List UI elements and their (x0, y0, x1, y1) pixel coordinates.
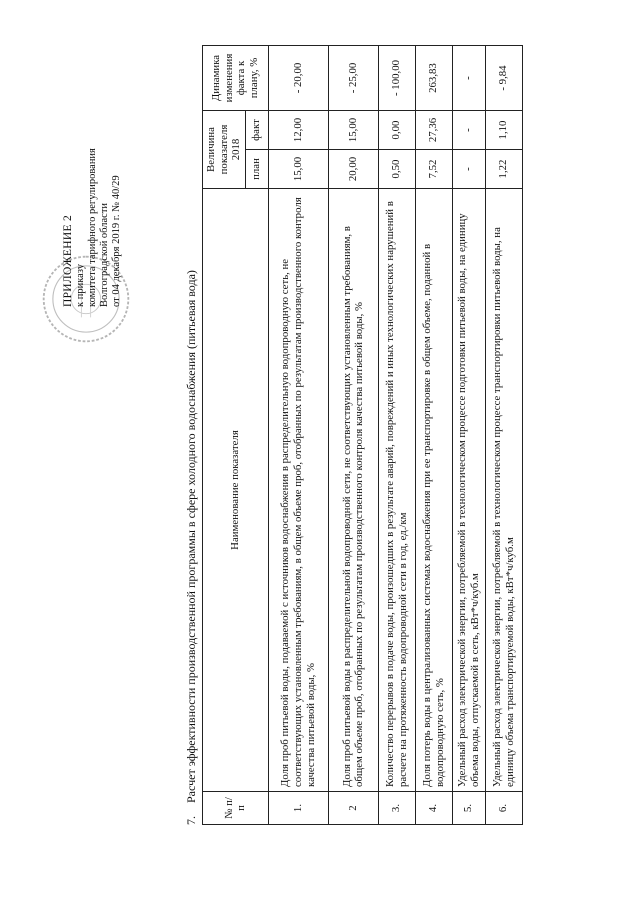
appendix-line: к приказу (75, 264, 86, 307)
row-name: Доля проб питьевой воды в распределительной водопроводной сети, не соответствующих установленным требованиям, в общем объеме проб, отобранных по результатам производственного контроля качества питьевой воды, % (328, 189, 378, 792)
row-plan: 0,50 (378, 150, 415, 189)
section-heading (184, 270, 199, 825)
header-fact: факт (245, 111, 268, 150)
table-row (378, 46, 415, 825)
row-number: 5. (452, 792, 485, 825)
header-name: Наименование показателя (203, 189, 269, 792)
row-number: 2 (328, 792, 378, 825)
indicators-table (202, 45, 523, 825)
row-name: Удельный расход электрической энергии, потребляемой в технологическом процессе подготовки питьевой воды, на единицу объема воды, отпускаемой в сеть, кВт*ч/куб.м (452, 189, 485, 792)
table-row (452, 46, 485, 825)
row-fact: 0,00 (378, 111, 415, 150)
row-number: 6. (485, 792, 522, 825)
row-plan: 7,52 (415, 150, 452, 189)
appendix-title: ПРИЛОЖЕНИЕ 2 (62, 214, 74, 307)
row-name: Доля потерь воды в централизованных системах водоснабжения при ее транспортировке в общем объеме, поданной в водопроводную сеть, % (415, 189, 452, 792)
table-row (328, 46, 378, 825)
header-num: № п/п (203, 792, 269, 825)
row-dynamics: - (452, 46, 485, 111)
row-fact: 1,10 (485, 111, 522, 150)
row-fact: 12,00 (268, 111, 328, 150)
appendix-line: от 04 декабря 2019 г. № 40/29 (111, 175, 122, 307)
row-dynamics: - 25,00 (328, 46, 378, 111)
row-plan: - (452, 150, 485, 189)
appendix-line: комитета тарифного регулирования (87, 148, 98, 307)
row-name: Удельный расход электрической энергии, потребляемой в технологическом процессе транспортировки питьевой воды, на единицу объема транспортируемой воды, кВт*ч/куб.м (485, 189, 522, 792)
row-dynamics: 263,83 (415, 46, 452, 111)
table-row (485, 46, 522, 825)
row-number: 3. (378, 792, 415, 825)
table-row (415, 46, 452, 825)
section-number: 7. (184, 816, 198, 825)
row-number: 1. (268, 792, 328, 825)
header-dynamics: Динамика изменения факта к плану, % (203, 46, 269, 111)
row-plan: 1,22 (485, 150, 522, 189)
row-fact: - (452, 111, 485, 150)
row-name: Доля проб питьевой воды, подаваемой с источников водоснабжения в распределительную водопроводную сеть, не соответствующих установленным требованиям, в общем объеме проб, отобранных по результатам производственного контроля качества питьевой воды, % (268, 189, 328, 792)
section-title: Расчет эффективности производственной программы в сфере холодного водоснабжения (питьевая вода) (184, 270, 198, 803)
row-dynamics: - 100,00 (378, 46, 415, 111)
appendix-line: Волгоградской области (99, 202, 110, 307)
table-row (268, 46, 328, 825)
row-fact: 27,36 (415, 111, 452, 150)
row-dynamics: - 20,00 (268, 46, 328, 111)
appendix-block (62, 67, 123, 307)
row-number: 4. (415, 792, 452, 825)
header-value: Величина показателя 2018 (203, 111, 246, 189)
row-plan: 20,00 (328, 150, 378, 189)
row-dynamics: - 9,84 (485, 46, 522, 111)
row-name: Количество перерывов в подаче воды, произошедших в результате аварий, повреждений и иных технологических нарушений в расчете на протяженность водопроводной сети в год, ед./км (378, 189, 415, 792)
header-plan: план (245, 150, 268, 189)
row-plan: 15,00 (268, 150, 328, 189)
row-fact: 15,00 (328, 111, 378, 150)
